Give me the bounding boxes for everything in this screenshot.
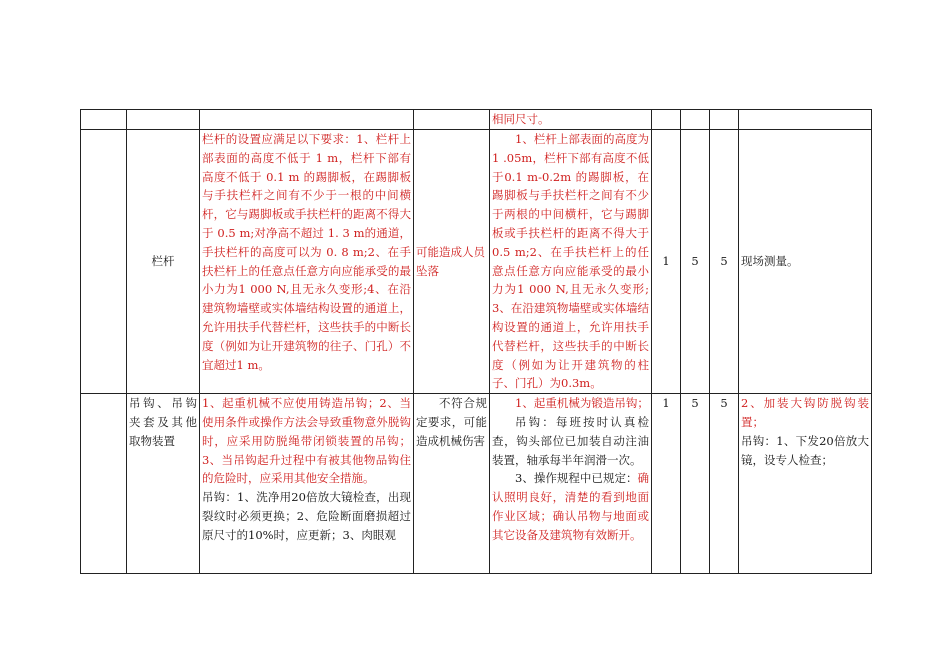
cell-l [652,110,681,130]
cell-hazard [414,110,490,130]
cell-index [81,130,127,394]
cell-r [710,110,739,130]
table-row [81,130,872,394]
cell-item: 吊钩、吊钩夹套及其他取物装置 [127,394,200,574]
table-row [81,394,872,574]
cell-r: 5 [710,130,739,394]
cell-method: 现场测量。 [739,130,872,394]
measure-p3-lead: 3、操作规程中已规定： [515,471,638,486]
cell-method [739,394,872,574]
cell-hazard: 可能造成人员坠落 [414,130,490,394]
cell-measure: 1、栏杆上部表面的高度为1 .05m，栏杆下部有高度不低于0.1 m-0.2m 的踢脚板，在踢脚板与手扶栏杆之间有不少于两根的中间横杆，它与踢脚板或手扶栏杆的距离不得大于 0.5 m;2、在手扶栏杆上的任意点任意方向应能承受的最小力为1 000 N,且无永久变形;3、在沿建筑物墙壁或实体墙结构设置的通道上，允许用扶手代替栏杆，这些扶手的中断长度（例如为让开建筑物的柱子、门孔）为0.3m。 [490,130,652,394]
measure-p3-detail: 确认照明良好，清楚的看到地面作业区域；确认吊物与地面或其它设备及建筑物有效断开。 [492,471,649,542]
cell-measure [490,394,652,574]
hazard-assessment-table [80,109,872,574]
cell-measure: 相同尺寸。 [490,110,652,130]
cell-requirement: 栏杆的设置应满足以下要求：1、栏杆上部表面的高度不低于 1 m，栏杆下部有高度不低于 0.1 m 的踢脚板，在踢脚板与手扶栏杆之间有不少于一根的中间横杆，它与踢脚板或手扶栏杆的距离不得大于 0.5 m;对净高不超过 1. 3 m的通道，手扶栏杆的高度可以为 0. 8 m;2、在手扶栏杆上的任意点任意方向应能承受的最小力为1 000 N,且无永久变形;4、在沿建筑物墙壁或实体墙结构设置的通道上，允许用扶手代替栏杆，这些扶手的中断长度（例如为让开建筑物的往子、门孔）不宜超过1 m。 [200,130,414,394]
cell-s: 5 [681,394,710,574]
measure-p1: 1、起重机械为锻造吊钩； [515,396,649,411]
requirement-red-text: 1、起重机械不应使用铸造吊钩；2、当使用条件或操作方法会导致重物意外脱钩时，应采用防脱绳带闭锁装置的吊钩；3、当吊钩起升过程中有被其他物品钩住的危险时，应采用其他安全措施。 [202,396,411,486]
cell-l: 1 [652,130,681,394]
table-row [81,110,872,130]
cell-r: 5 [710,394,739,574]
method-black-text: 吊钩：1、下发20倍放大镜，设专人检查； [741,433,869,467]
measure-p2: 吊钩：每班按时认真检查，钩头部位已加装自动注油装置，轴承每半年润滑一次。 [492,414,649,467]
cell-item [127,110,200,130]
cell-item: 栏杆 [127,130,200,394]
cell-index [81,110,127,130]
cell-hazard: 不符合规定要求，可能造成机械伤害 [414,394,490,574]
requirement-black-text: 吊钩：1、洗净用20倍放大镜检查，出现裂纹时必须更换；2、危险断面磨损超过原尺寸的10%时，应更新；3、肉眼观 [202,490,411,542]
cell-s [681,110,710,130]
cell-index [81,394,127,574]
cell-method [739,110,872,130]
method-red-text: 2、加装大钩防脱钩装置； [741,396,869,429]
measure-p3 [492,469,649,544]
cell-s: 5 [681,130,710,394]
cell-l: 1 [652,394,681,574]
cell-requirement [200,110,414,130]
cell-requirement [200,394,414,574]
